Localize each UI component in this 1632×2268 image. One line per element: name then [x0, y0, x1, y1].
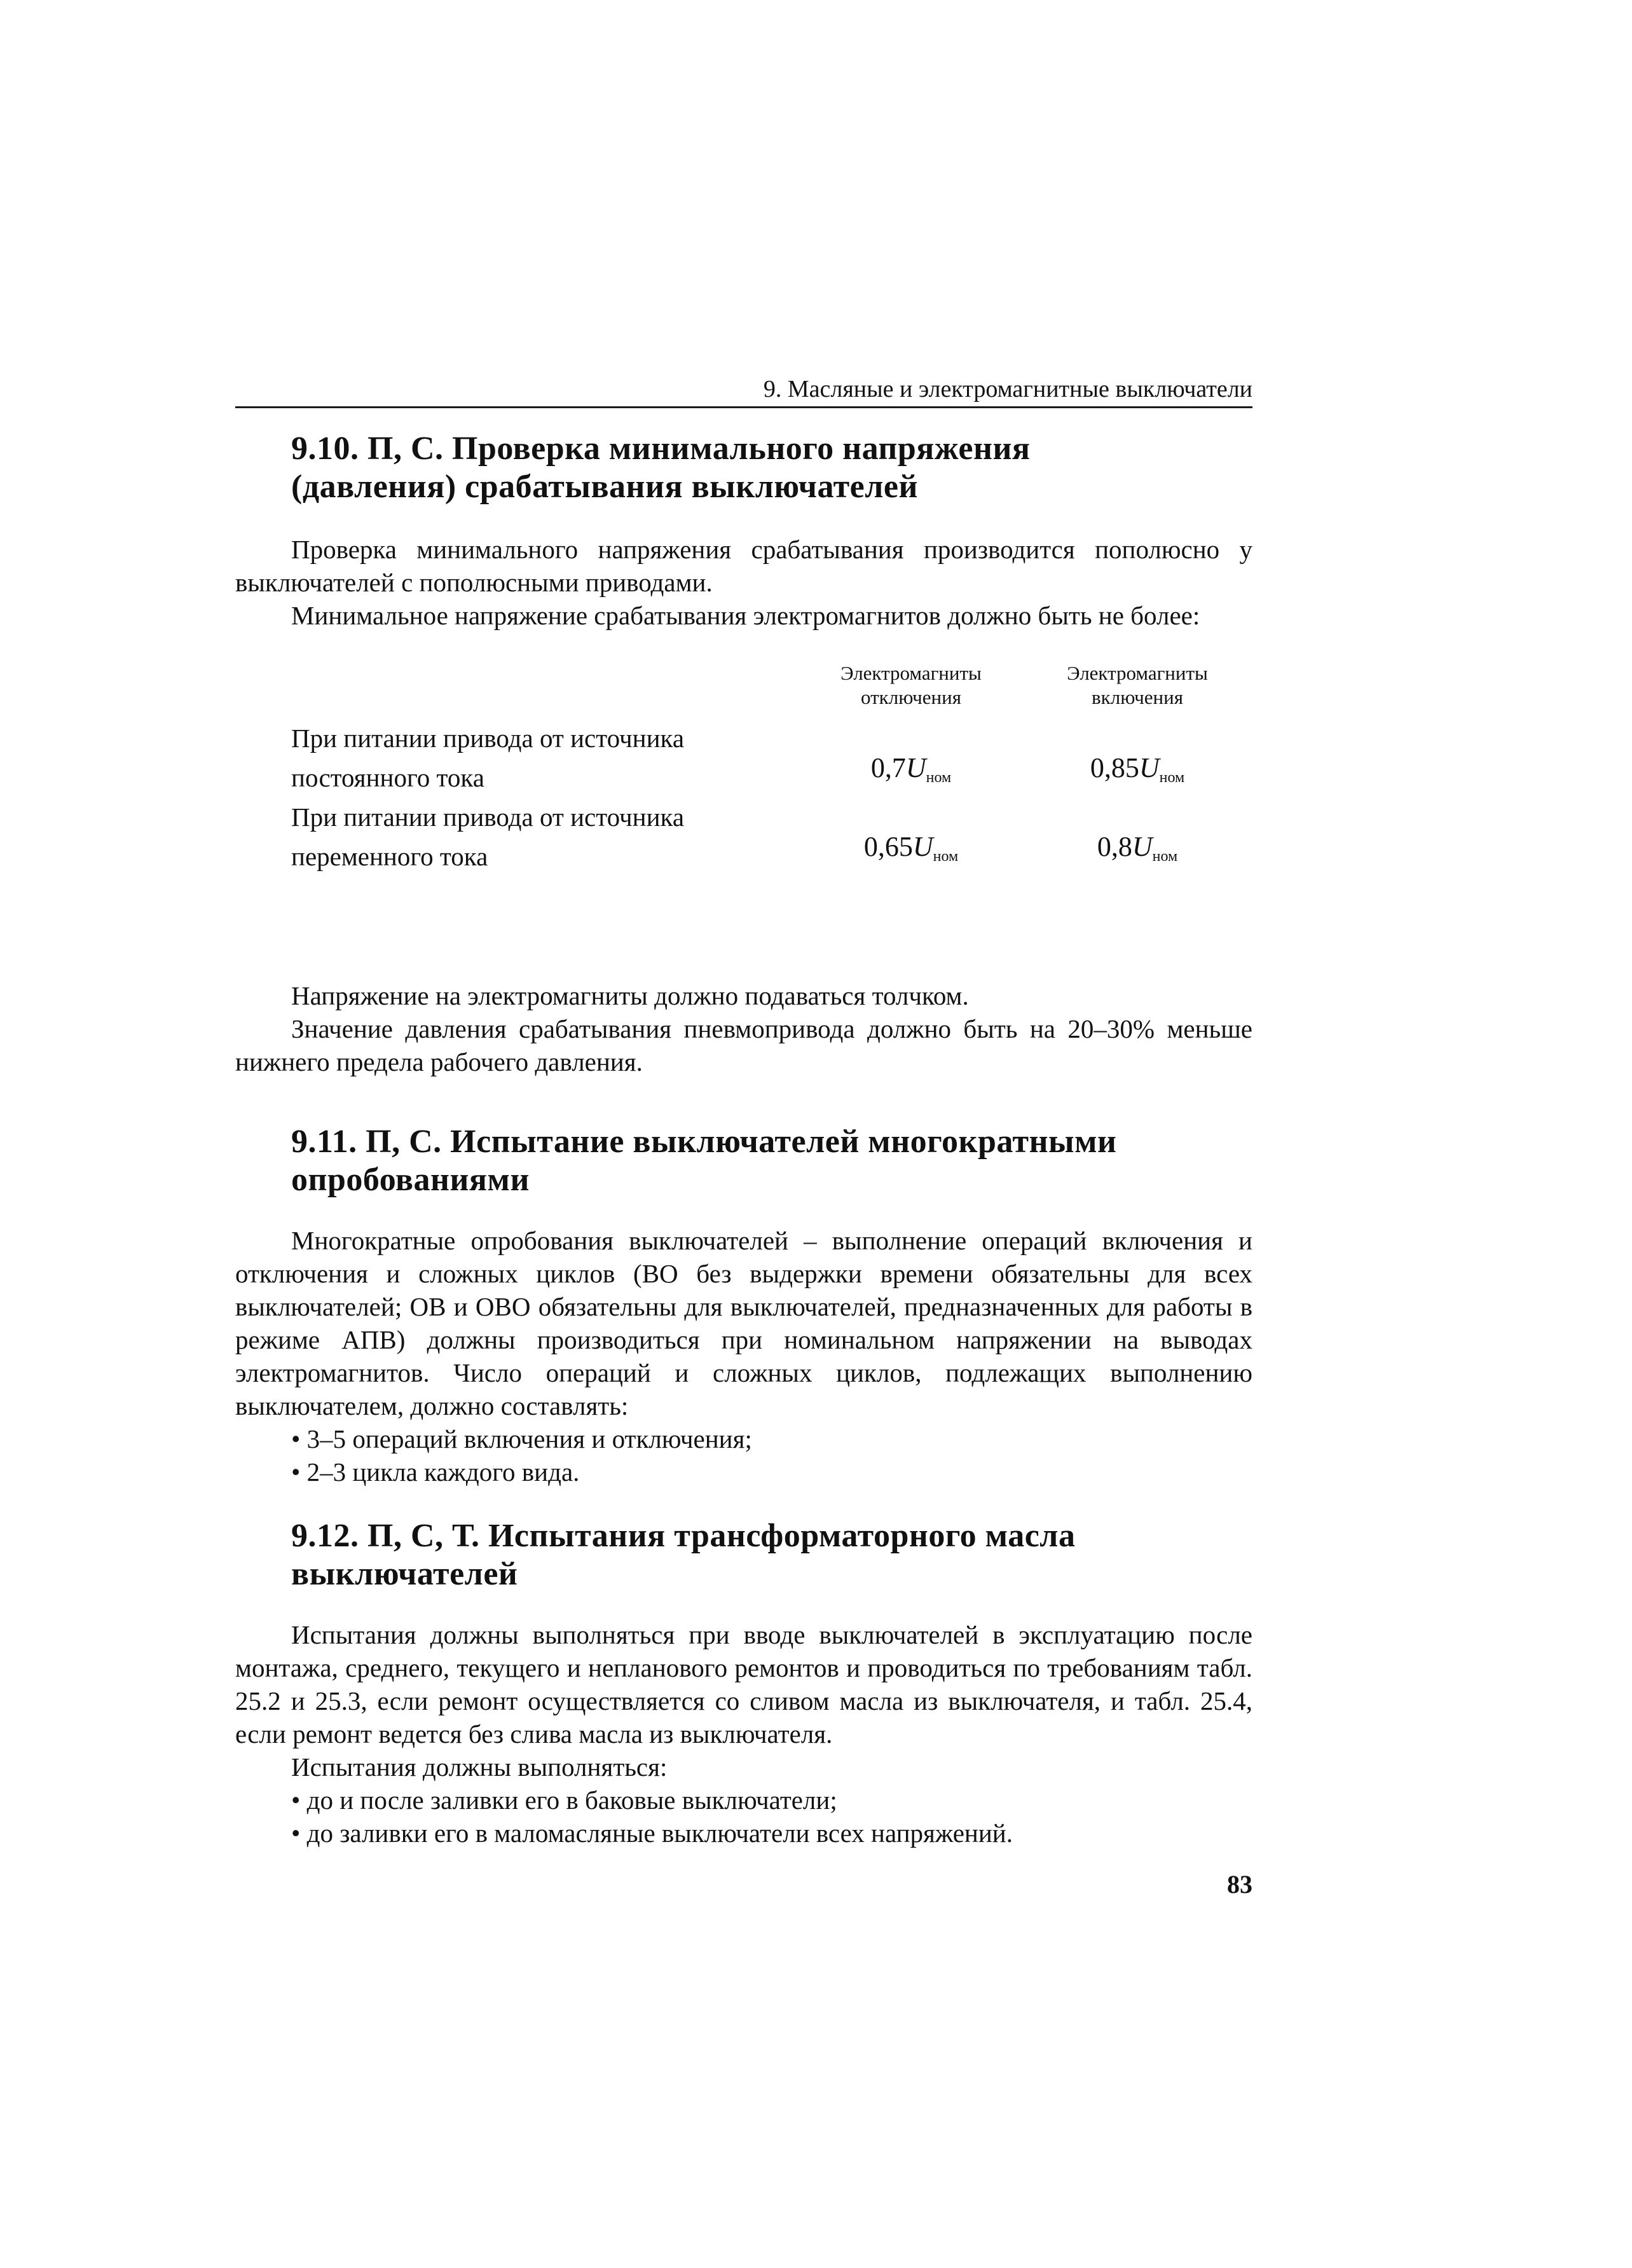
bullet-list	[235, 1783, 1252, 1850]
value-ac-close: $0,8U_{ном}$	[1097, 831, 1178, 865]
bullet-list	[235, 1422, 1252, 1488]
paragraph: Испытания должны выполняться при вводе выключателей в эксплуатацию после монтажа, среднего, текущего и непланового ремонтов и проводиться по требованиям табл. 25.2 и 25.3, если ремонт осуществляется со сливом масла из выключателя, и табл. 25.4, если ремонт ведется без слива масла из выключателя.	[235, 1620, 1252, 1749]
row-label-text: переменного тока	[291, 842, 488, 871]
paragraph: Проверка минимального напряжения срабатывания производится пополюсно у выключателей с пополюсными приводами.	[235, 535, 1252, 597]
section-9-10-notes	[235, 979, 1252, 1078]
heading-line: 9.12. П, С, Т. Испытания трансформаторного масла	[291, 1518, 1076, 1554]
col-head-text: Электромагниты	[840, 662, 982, 684]
running-head: 9. Масляные и электромагнитные выключатели	[235, 372, 1252, 408]
paragraph: Многократные опробования выключателей – выполнение операций включения и отключения и сложных циклов (ВО без выдержки времени обязательны для всех выключателей; ОВ и ОВО обязательны для выключателей, предназначенных для работы в режиме АПВ) должны производиться при номинальном напряжении на выводах электромагнитов. Число операций и сложных циклов, подлежащих выполнению выключателем, должно составлять:	[235, 1226, 1252, 1420]
value-dc-close: $0,85U_{ном}$	[1090, 752, 1185, 786]
page-number: 83	[1227, 1870, 1252, 1899]
heading-line: 9.10. П, С. Проверка минимального напряжения	[291, 430, 1031, 467]
section-9-11-heading	[291, 1123, 1245, 1199]
section-9-10-intro	[235, 533, 1252, 632]
list-item: • до и после заливки его в баковые выключатели;	[291, 1783, 1252, 1817]
row-label-text: постоянного тока	[291, 763, 484, 792]
row-label-dc	[291, 718, 800, 797]
list-item: • 3–5 операций включения и отключения;	[291, 1422, 1252, 1455]
row-label-text: При питании привода от источника	[291, 802, 685, 832]
section-9-11-body	[235, 1224, 1252, 1488]
col-head-text: включения	[1092, 686, 1183, 708]
section-9-12-body	[235, 1618, 1252, 1850]
value-ac-trip: $0,65U_{ном}$	[863, 831, 959, 865]
col-head-text: Электромагниты	[1067, 662, 1208, 684]
voltage-table	[291, 661, 1252, 876]
col-head-close	[1022, 661, 1252, 710]
row-label-text: При питании привода от источника	[291, 724, 685, 753]
section-9-10-heading	[291, 430, 1245, 506]
value-dc-trip: $0,7U_{ном}$	[870, 752, 952, 786]
heading-line: опробованиями	[291, 1162, 530, 1198]
paragraph: Минимальное напряжение срабатывания электромагнитов должно быть не более:	[291, 601, 1200, 630]
list-item: • до заливки его в маломасляные выключатели всех напряжений.	[291, 1817, 1252, 1850]
row-label-ac	[291, 797, 800, 876]
heading-line: (давления) срабатывания выключателей	[291, 469, 918, 505]
col-head-trip	[800, 661, 1022, 710]
paragraph: Испытания должны выполняться:	[291, 1752, 668, 1782]
section-9-12-heading	[291, 1517, 1245, 1593]
col-head-text: отключения	[861, 686, 961, 708]
heading-line: 9.11. П, С. Испытание выключателей многократными	[291, 1124, 1117, 1160]
paragraph: Значение давления срабатывания пневмопривода должно быть на 20–30% меньше нижнего предела рабочего давления.	[235, 1014, 1252, 1076]
list-item: • 2–3 цикла каждого вида.	[291, 1455, 1252, 1488]
paragraph: Напряжение на электромагниты должно подаваться толчком.	[291, 981, 969, 1010]
heading-line: выключателей	[291, 1556, 518, 1592]
